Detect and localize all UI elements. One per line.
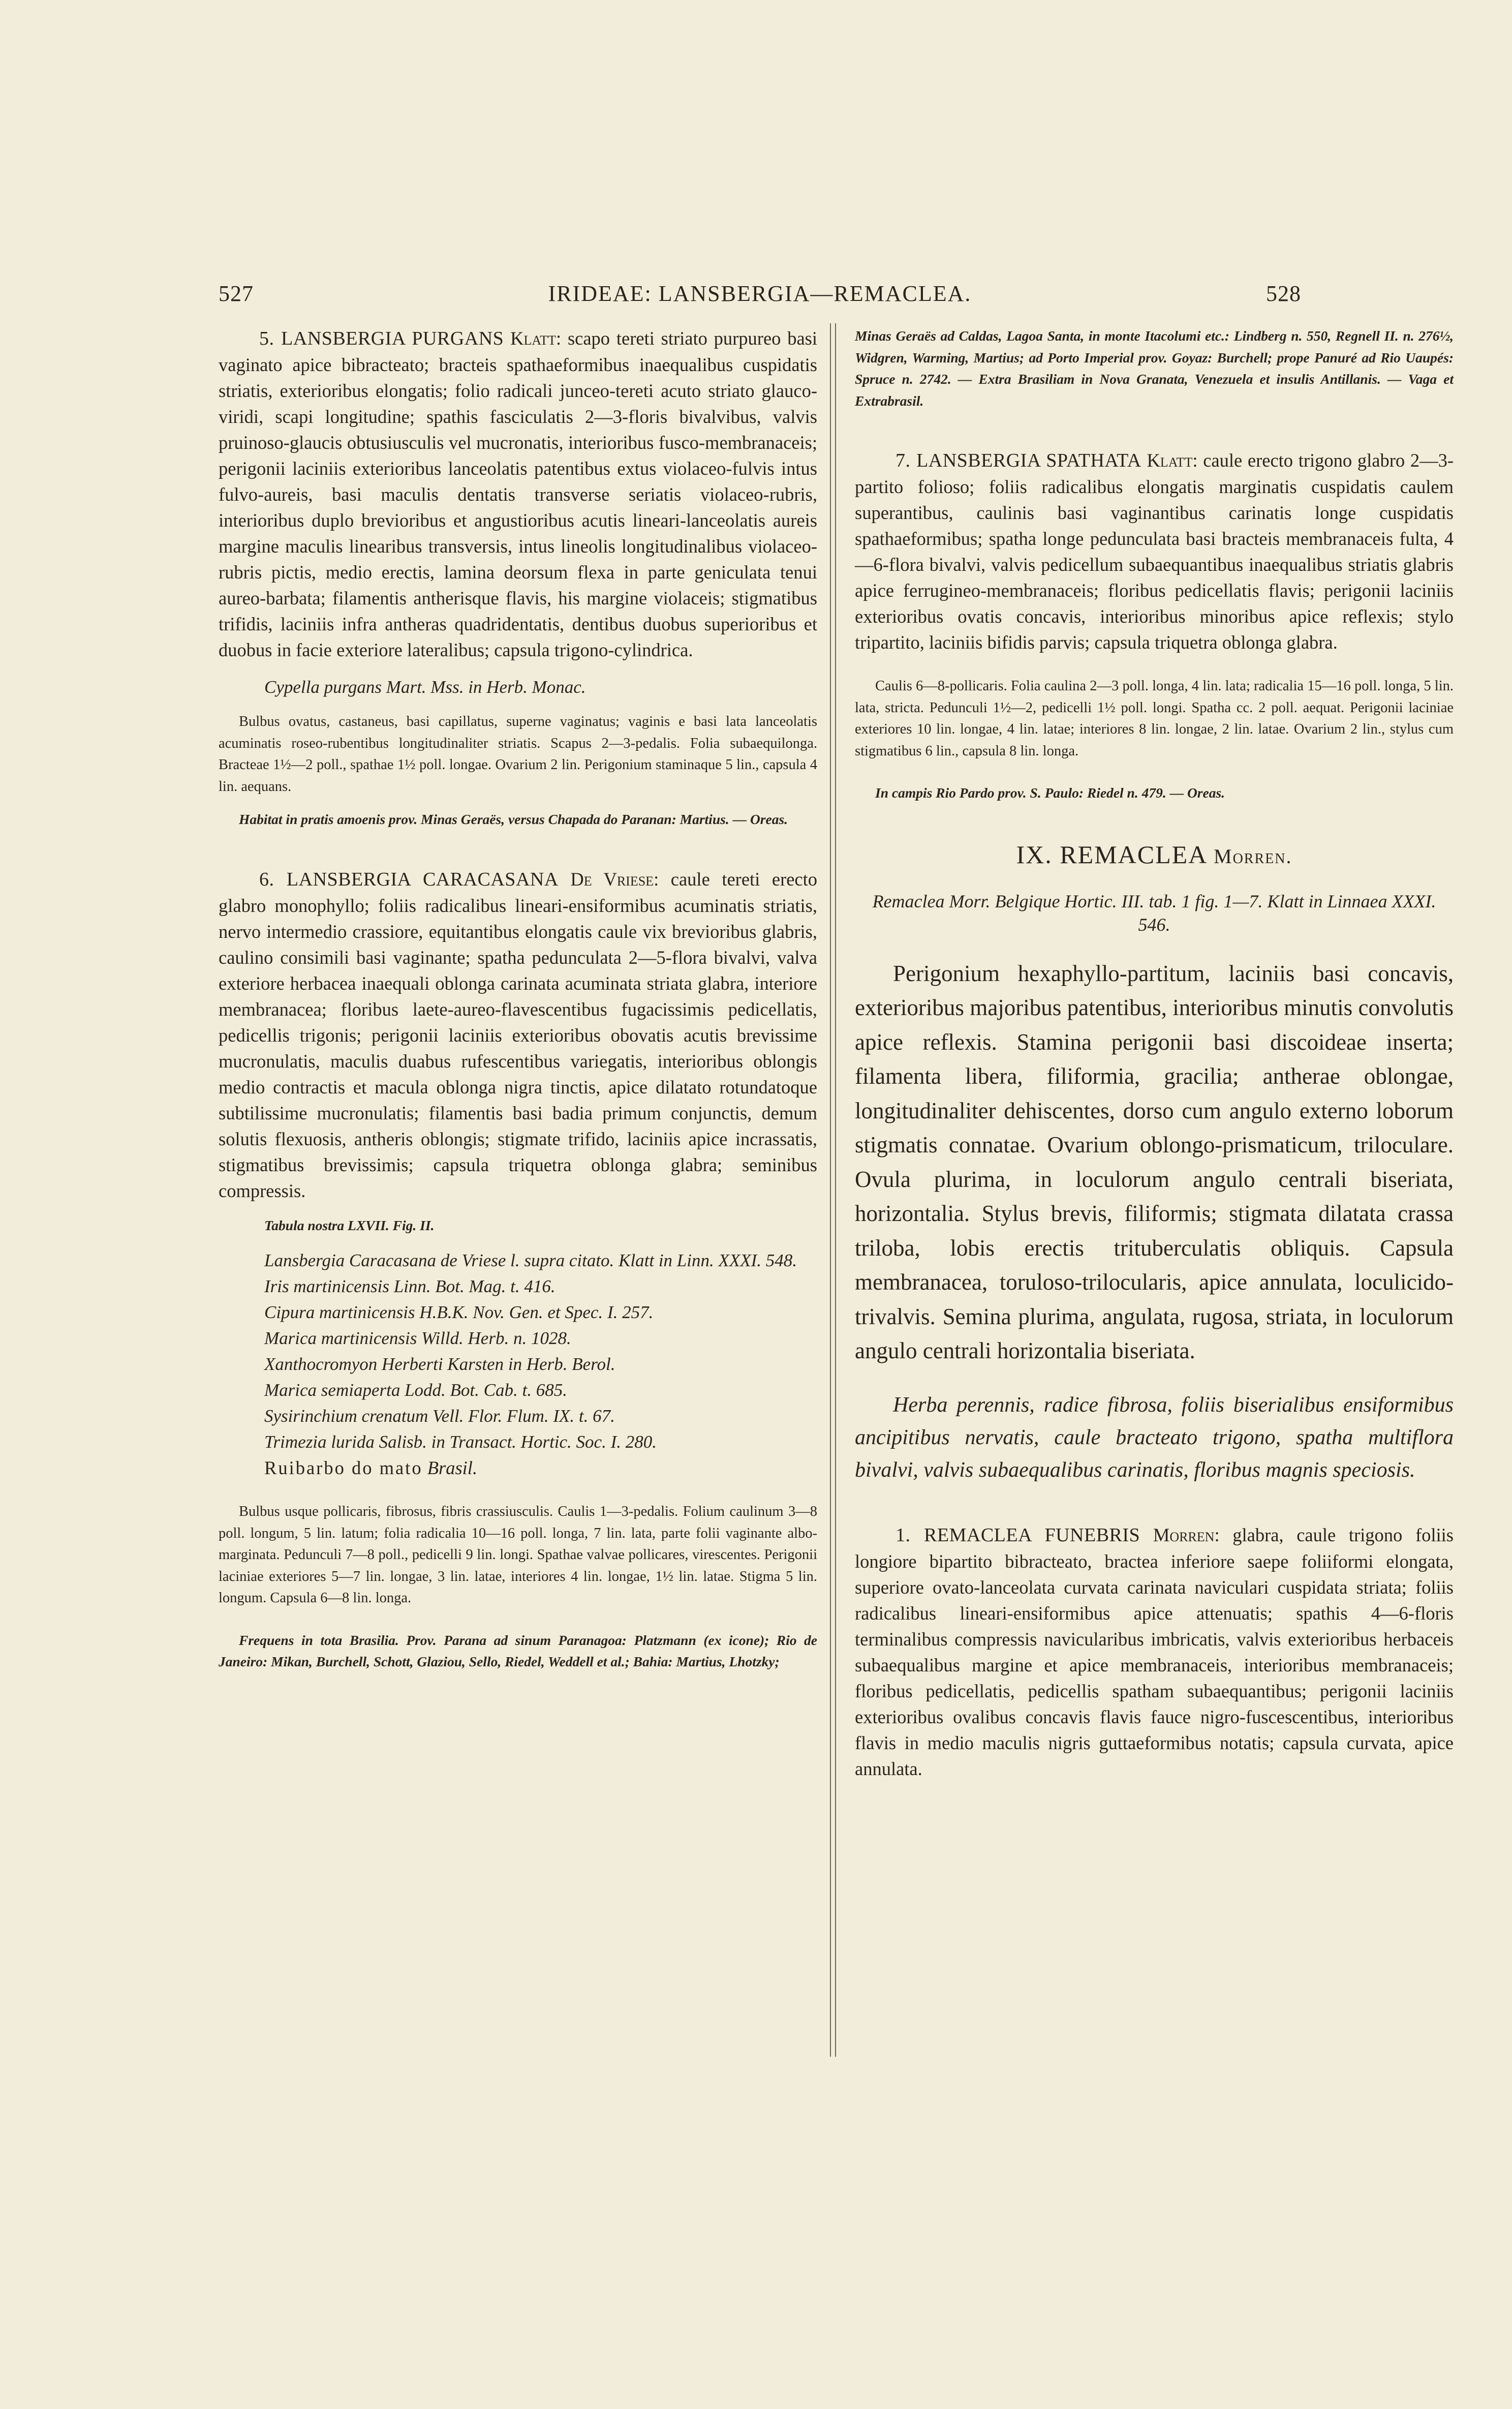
species-6-diagnosis	[219, 866, 817, 1204]
species-7-habitat: In campis Rio Pardo prov. S. Paulo: Riedel n. 479. — Oreas.	[875, 785, 1225, 801]
synonym-line: Sysirinchium crenatum Vell. Flor. Flum. IX. t. 67.	[264, 1406, 615, 1426]
species-6-habitat-continued: Minas Geraës ad Caldas, Lagoa Santa, in monte Itacolumi etc.: Lindberg n. 550, Regnell II. n. 276½, Widgren, Warming, Martius; ad Porto Imperial prov. Goyaz: Burchell; prope Panuré ad Rio Uaupés: Spruce n. 2742. — Extra Brasiliam in Nova Granata, Venezuela et insulis Antillanis. — Vaga et Extrabrasil.	[855, 328, 1454, 409]
left-column	[219, 325, 817, 1673]
running-title: IRIDEAE: LANSBERGIA—REMACLEA.	[548, 281, 972, 306]
synonym-line: Marica martinicensis Willd. Herb. n. 1028.	[264, 1328, 571, 1348]
genus-title-author: Morren.	[1214, 844, 1292, 868]
species-1-heading: 1. REMACLEA FUNEBRIS	[896, 1524, 1140, 1546]
page-number-right: 528	[1266, 281, 1301, 306]
species-5-author: Klatt	[510, 328, 557, 349]
species-6-description: Bulbus usque pollicaris, fibrosus, fibris crassiusculis. Caulis 1—3-pedalis. Folium caulinum 3—8 poll. longum, 5 lin. latum; folia radicalia 10—16 poll. longa, 7 lin. lata, parte folii vaginante albo-marginata. Pedunculi 7—8 poll., pedicelli 9 lin. longi. Spathae valvae pollicares, virescentes. Perigonii laciniae exteriores 5—7 lin. longae, 3 lin. latae, interiores 4 lin. longae, 1½ lin. latae. Stigma 5 lin. longum. Capsula 6—8 lin. longa.	[219, 1504, 817, 1606]
synonym-line: Marica semiaperta Lodd. Bot. Cab. t. 685.	[264, 1380, 567, 1400]
synonym-line: Trimezia lurida Salisb. in Transact. Hortic. Soc. I. 280.	[264, 1432, 657, 1452]
species-7-text: : caule erecto trigono glabro 2—3-partito folioso; foliis radicalibus elongatis marginatis cuspidatis caulem superantibus, caulinis basi vaginantibus carinatis longe cuspidatis spathaeformibus; spatha longe pedunculata basi bracteis membranaceis fulta, 4—6-flora bivalvi, valvis pedicellum subaequantibus inaequalibus striatis glabris apice ferrugineo-membranaceis; floribus pedicellatis flavis; perigonii laciniis exterioribus ovatis concavis, interioribus minoribus apice reflexis; stylo tripartito, laciniis bifidis parvis; capsula triquetra oblonga glabra.	[855, 450, 1454, 653]
synonym-line: Lansbergia Caracasana de Vriese l. supra citato. Klatt in Linn. XXXI. 548.	[264, 1251, 797, 1270]
species-5-synonym: Cypella purgans Mart. Mss. in Herb. Monac.	[264, 677, 586, 697]
species-6-habitat: Frequens in tota Brasilia. Prov. Parana ad sinum Paranagoa: Platzmann (ex icone); Rio de Janeiro: Mikan, Burchell, Schott, Glaziou, Sello, Riedel, Weddell et al.; Bahia: Martius, Lhotzky;	[219, 1632, 817, 1669]
page-number-left: 527	[219, 281, 254, 306]
species-5-diagnosis	[219, 325, 817, 663]
synonym-line: Xanthocromyon Herberti Karsten in Herb. Berol.	[264, 1354, 615, 1374]
species-5-habitat: Habitat in pratis amoenis prov. Minas Geraës, versus Chapada do Paranan: Martius. — Oreas.	[239, 811, 788, 827]
running-header	[219, 281, 1301, 311]
species-6-synonyms	[219, 1247, 817, 1481]
species-6-author: De Vriese	[570, 868, 654, 890]
species-7-diagnosis	[855, 447, 1454, 655]
species-6-text: : caule tereti erecto glabro monophyllo; foliis radicalibus lineari-ensiformibus acuminatis striatis, nervo intermedio crassiore, equitantibus elongatis caule vix brevioribus glabris, caulino consimili basi vaginante; spatha pedunculata 2—5-flora bivalvi, valva exteriore herbacea inaequali oblonga carinata acuminata striata glabra, interiore membranacea; floribus laete-aureo-flavescentibus fugacissimis pedicellatis, pedicellis trigonis; perigonii laciniis exterioribus obovatis acutis brevissime mucronulatis, maculis duabus rufescentibus variegatis, interioribus oblongis medio contractis et macula oblonga nigra tinctis, apice dilatato rotundatoque subtilissime mucronulatis; filamentis basi badia primum conjunctis, demum solutis flexuosis, antheris oblongis; stigmate trifido, laciniis apice incrassatis, stigmatibus brevissimis; capsula triquetra oblonga glabra; seminibus compressis.	[219, 868, 818, 1201]
genus-title	[855, 840, 1454, 869]
species-6-heading: 6. LANSBERGIA CARACASANA	[259, 868, 559, 890]
vernacular-name	[219, 1455, 817, 1481]
vernacular-region: Brasil.	[427, 1457, 478, 1478]
right-column	[855, 325, 1454, 1782]
species-1-diagnosis	[855, 1522, 1454, 1782]
species-7-heading: 7. LANSBERGIA SPATHATA	[896, 450, 1141, 471]
species-5-heading: 5. LANSBERGIA PURGANS	[259, 328, 504, 349]
species-1-text: : glabra, caule trigono foliis longiore bipartito bibracteato, bractea inferiore saepe foliiformi elongata, superiore ovato-lanceolata curvata carinata naviculari cuspidata striata; foliis radicalibus lineari-ensiformibus apice attenuatis; spathis 4—6-floris terminalibus compressis navicularibus imbricatis, valvis exterioribus herbaceis subaequalibus margine et apice membranaceis, interioribus membranaceis; floribus pedicellatis, pedicellis spatham subaequantibus; perigonii laciniis exterioribus ovalibus concavis flavis fauce nigro-fuscescentibus, interioribus flavis in medio maculis nigris guttaeformibus notatis; capsula curvata, apice annulata.	[855, 1524, 1454, 1779]
vernacular-text: Ruibarbo do mato	[264, 1457, 423, 1478]
species-1-author: Morren	[1153, 1524, 1215, 1545]
species-7-description: Caulis 6—8-pollicaris. Folia caulina 2—3 poll. longa, 4 lin. lata; radicalia 15—16 poll. longa, 5 lin. lata, stricta. Pedunculi 1½—2, pedicelli 1½ poll. longi. Spatha cc. 2 poll. aequat. Perigonii laciniae exteriores 10 lin. longae, 4 lin. latae; interiores 8 lin. longae, 2 lin. latae. Ovarium 2 lin., stylus cum stigmatibus 6 lin., capsula 8 lin. longa.	[855, 678, 1454, 759]
genus-reference: Remaclea Morr. Belgique Hortic. III. tab. 1 fig. 1—7. Klatt in Linnaea XXXI. 546.	[872, 891, 1436, 935]
synonym-line: Cipura martinicensis H.B.K. Nov. Gen. et Spec. I. 257.	[264, 1302, 654, 1322]
column-divider	[830, 323, 836, 2057]
species-5-text: : scapo tereti striato purpureo basi vaginato apice bibracteato; bracteis spathaeformibus inaequalibus cuspidatis striatis, exterioribus elongatis; folio radicali junceo-tereti acuto striato glauco-viridi, scapi longitudine; spathis fasciculatis 2—3-floris bivalvibus, valvis pruinoso-glaucis obtusiusculis vel mucronatis, interioribus fusco-membranaceis; perigonii laciniis exterioribus lanceolatis patentibus extus violaceo-fulvis intus fulvo-aureis, basi maculis dentatis transverse seriatis violaceo-rubris, interioribus duplo brevioribus et angustioribus acutis lineari-lanceolatis aureis margine maculis linearibus transversis, intus lineolis longitudinalibus violaceo-rubris pictis, medio erectis, lamina deorsum flexa in parte geniculata tenui aureo-barbata; filamentis antherisque flavis, his margine violaceis; stigmatibus trifidis, laciniis infra antheras quadridentatis, dentibus duobus superioribus et duobus in facie exteriore lateralibus; capsula trigono-cylindrica.	[219, 328, 818, 660]
genus-title-text: IX. REMACLEA	[1016, 840, 1207, 869]
species-5-description: Bulbus ovatus, castaneus, basi capillatus, superne vaginatus; vaginis e basi lata lanceolatis acuminatis roseo-rubentibus longitudinaliter striatis. Scapus 2—3-pedalis. Folia subaequilonga. Bracteae 1½—2 poll., spathae 1½ poll. longae. Ovarium 2 lin. Perigonium staminaque 5 lin., capsula 4 lin. aequans.	[219, 714, 817, 795]
genus-habit: Herba perennis, radice fibrosa, foliis biserialibus ensiformibus ancipitibus nervatis, caule bracteato trigono, spatha multiflora bivalvi, valvis subaequalibus carinatis, floribus magnis speciosis.	[855, 1393, 1454, 1482]
genus-diagnosis: Perigonium hexaphyllo-partitum, laciniis basi concavis, exterioribus majoribus patentibus, interioribus minutis convolutis apice reflexis. Stamina perigonii basi discoideae inserta; filamenta libera, filiformia, gracilia; antherae oblongae, longitudinaliter dehiscentes, dorso cum angulo externo loborum stigmatis connatae. Ovarium oblongo-prismaticum, triloculare. Ovula plurima, in loculorum angulo centrali biseriata, horizontalia. Stylus brevis, filiformis; stigmata dilatata crassa triloba, lobis erectis trituberculatis obliquis. Capsula membranacea, toruloso-trilocularis, apice annulata, loculicido-trivalvis. Semina plurima, angulata, rugosa, striata, in loculorum angulo centrali horizontalia biseriata.	[855, 960, 1454, 1363]
synonym-line: Iris martinicensis Linn. Bot. Mag. t. 416.	[264, 1276, 556, 1296]
species-7-author: Klatt	[1147, 450, 1193, 471]
species-6-tabula: Tabula nostra LXVII. Fig. II.	[264, 1217, 435, 1233]
